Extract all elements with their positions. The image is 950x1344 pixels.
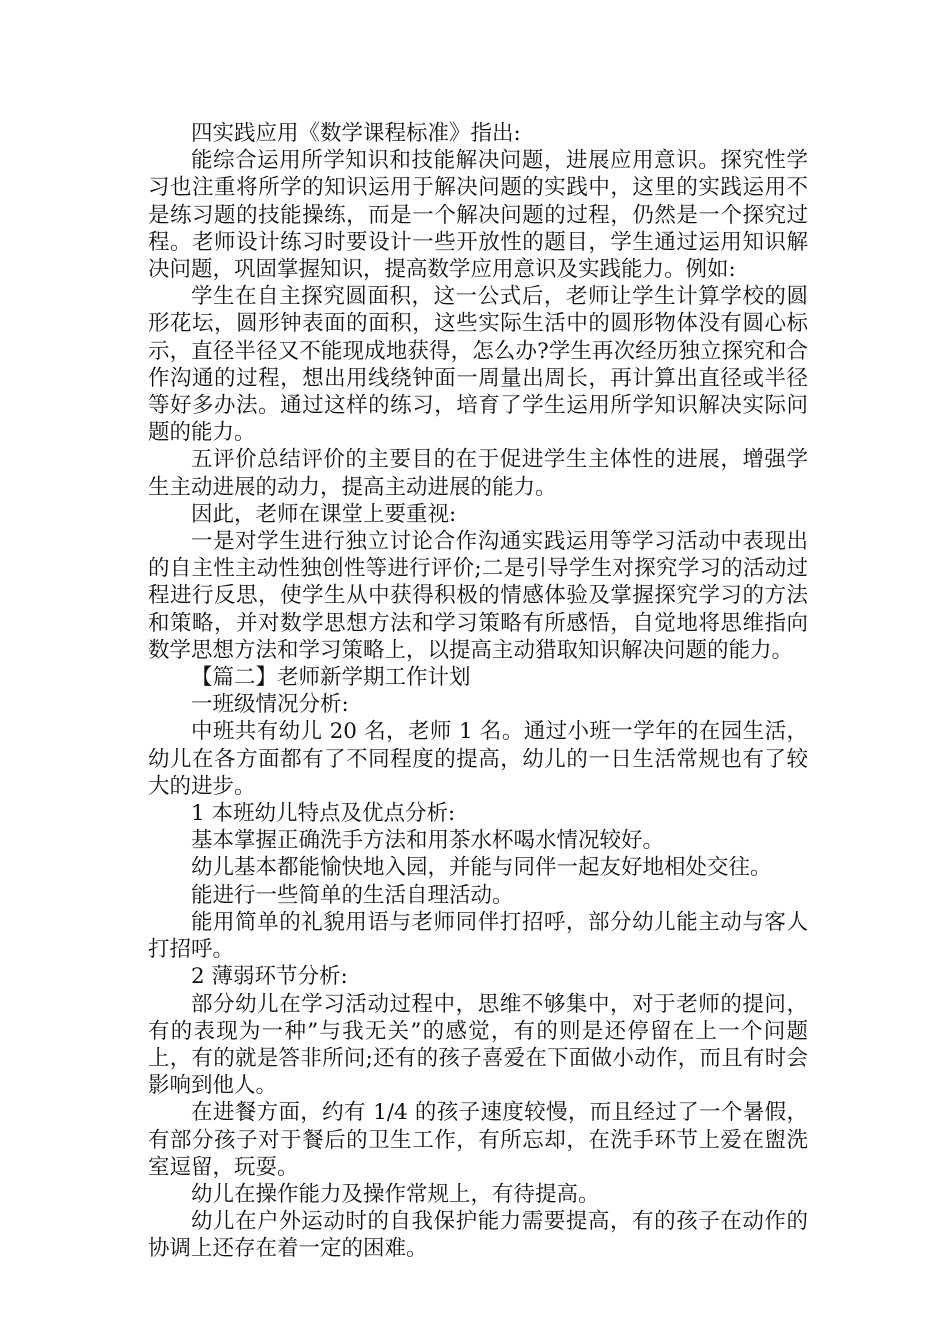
subsection-heading: 1 本班幼儿特点及优点分析:	[191, 801, 456, 827]
paragraph: 一是对学生进行独立讨论合作沟通实践运用等学习活动中表现出的自主性主动性独创性等进行评价;二是引导学生对探究学习的活动过程进行反思，使学生从中获得积极的情感体验及掌握探究学习的方法和策略，并对数学思想方法和学习策略有所感悟，自觉地将思维指向数学思想方法和学习策略上，以提高主动猎取知识解决问题的能力。	[148, 529, 808, 663]
paragraph: 中班共有幼儿 20 名，老师 1 名。通过小班一学年的在园生活，幼儿在各方面都有了不同程度的提高，幼儿的一日生活常规也有了较大的进步。	[148, 719, 808, 799]
paragraph: 因此，老师在课堂上要重视:	[191, 501, 457, 527]
paragraph: 幼儿在户外运动时的自我保护能力需要提高，有的孩子在动作的协调上还存在着一定的困难。	[148, 1209, 808, 1262]
paragraph: 能进行一些简单的生活自理活动。	[191, 882, 514, 908]
paragraph: 能综合运用所学知识和技能解决问题，进展应用意识。探究性学习也注重将所学的知识运用于解决问题的实践中，这里的实践运用不是练习题的技能操练，而是一个解决问题的过程，仍然是一个探究过程。老师设计练习时要设计一些开放性的题目，学生通过运用知识解决问题，巩固掌握知识，提高数学应用意识及实践能力。例如:	[148, 148, 808, 283]
paragraph: 基本掌握正确洗手方法和用茶水杯喝水情况较好。	[191, 828, 665, 854]
paragraph: 学生在自主探究圆面积，这一公式后，老师让学生计算学校的圆形花坛，圆形钟表面的面积，这些实际生活中的圆形物体没有圆心标示，直径半径又不能现成地获得，怎么办?学生再次经历独立探究和合作沟通的过程，想出用线绕钟面一周量出周长，再计算出直径或半径等好多办法。通过这样的练习，培育了学生运用所学知识解决实际问题的能力。	[148, 284, 808, 446]
paragraph: 幼儿在操作能力及操作常规上，有待提高。	[191, 1181, 600, 1207]
subsection-heading: 一班级情况分析:	[191, 692, 349, 718]
section-heading: 【篇二】老师新学期工作计划	[191, 665, 471, 691]
paragraph: 能用简单的礼貌用语与老师同伴打招呼，部分幼儿能主动与客人打招呼。	[148, 909, 808, 963]
paragraph: 四实践应用《数学课程标准》指出:	[191, 121, 521, 146]
document-body	[148, 120, 808, 1263]
paragraph: 五评价总结评价的主要目的在于促进学生主体性的进展，增强学生主动进展的动力，提高主动进展的能力。	[148, 447, 808, 500]
paragraph: 在进餐方面，约有 1/4 的孩子速度较慢，而且经过了一个暑假，有部分孩子对于餐后的卫生工作，有所忘却，在洗手环节上爱在盥洗室逗留，玩耍。	[148, 1100, 808, 1180]
paragraph: 部分幼儿在学习活动过程中，思维不够集中，对于老师的提问，有的表现为一种”与我无关”的感觉，有的则是还停留在上一个问题上，有的就是答非所问;还有的孩子喜爱在下面做小动作，而且有时会影响到他人。	[148, 991, 808, 1099]
subsection-heading: 2 薄弱环节分析:	[191, 964, 348, 990]
paragraph: 幼儿基本都能愉快地入园，并能与同伴一起友好地相处交往。	[191, 855, 772, 881]
